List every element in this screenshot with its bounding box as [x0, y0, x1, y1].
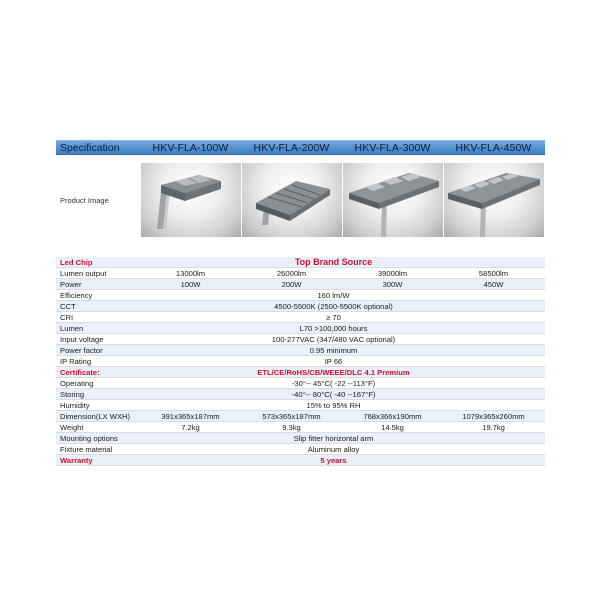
product-image-row — [56, 155, 545, 245]
spec-row-dimension: Dimension(LX WXH) 391x365x187mm 573x365x187mm 768x366x190mm 1079x365x260mm — [56, 411, 545, 422]
spec-sheet — [56, 140, 545, 466]
spec-row-input-voltage: Input voltage 100-277VAC (347/480 VAC optional) — [56, 334, 545, 345]
model-100w: HKV-FLA-100W — [152, 141, 229, 154]
header-label: Specification — [60, 141, 120, 154]
spec-row-weight: Weight 7.2kg 9.3kg 14.5kg 19.7kg — [56, 422, 545, 433]
spec-row-mounting-options: Mounting options Slip fitter horizontal arm — [56, 433, 545, 444]
product-image-450w — [443, 163, 544, 237]
spec-table — [56, 257, 545, 466]
spec-row-lumen: Lumen L70 >100,000 hours — [56, 323, 545, 334]
spec-row-ip-rating: IP Rating IP 66 — [56, 356, 545, 367]
spec-row-certificate: Certificate: ETL/CE/RoHS/CB/WEEE/DLC 4.1 Premium — [56, 367, 545, 378]
spec-row-cri: CRI ≥ 70 — [56, 312, 545, 323]
spec-row-power: Power 100W 200W 300W 450W — [56, 279, 545, 290]
spec-row-cct: CCT 4500-5500K (2500-5500K optional) — [56, 301, 545, 312]
model-200w: HKV-FLA-200W — [253, 141, 330, 154]
spec-row-lumen-output: Lumen output 13000lm 26000lm 39000lm 58500lm — [56, 268, 545, 279]
spec-header-row — [56, 140, 545, 155]
spec-row-humidity: Humidity 15% to 95% RH — [56, 400, 545, 411]
product-image-label: Product Image — [60, 195, 109, 205]
spec-row-led-chip: Led Chip Top Brand Source — [56, 257, 545, 268]
spec-row-efficiency: Efficiency 160 lm/W — [56, 290, 545, 301]
product-image-100w — [140, 163, 241, 237]
spec-row-warranty: Warranty 5 years — [56, 455, 545, 466]
spec-row-fixture-material: Fixture material Aluminum alloy — [56, 444, 545, 455]
spec-row-storing: Storing -40°-- 80°C( -40 --167°F) — [56, 389, 545, 400]
spec-row-operating: Operating -30°-- 45°C( -22 --113°F) — [56, 378, 545, 389]
spec-row-power-factor: Power factor 0.95 minimum — [56, 345, 545, 356]
product-image-300w — [342, 163, 443, 237]
model-450w: HKV-FLA-450W — [455, 141, 532, 154]
model-300w: HKV-FLA-300W — [354, 141, 431, 154]
product-image-200w — [241, 163, 342, 237]
